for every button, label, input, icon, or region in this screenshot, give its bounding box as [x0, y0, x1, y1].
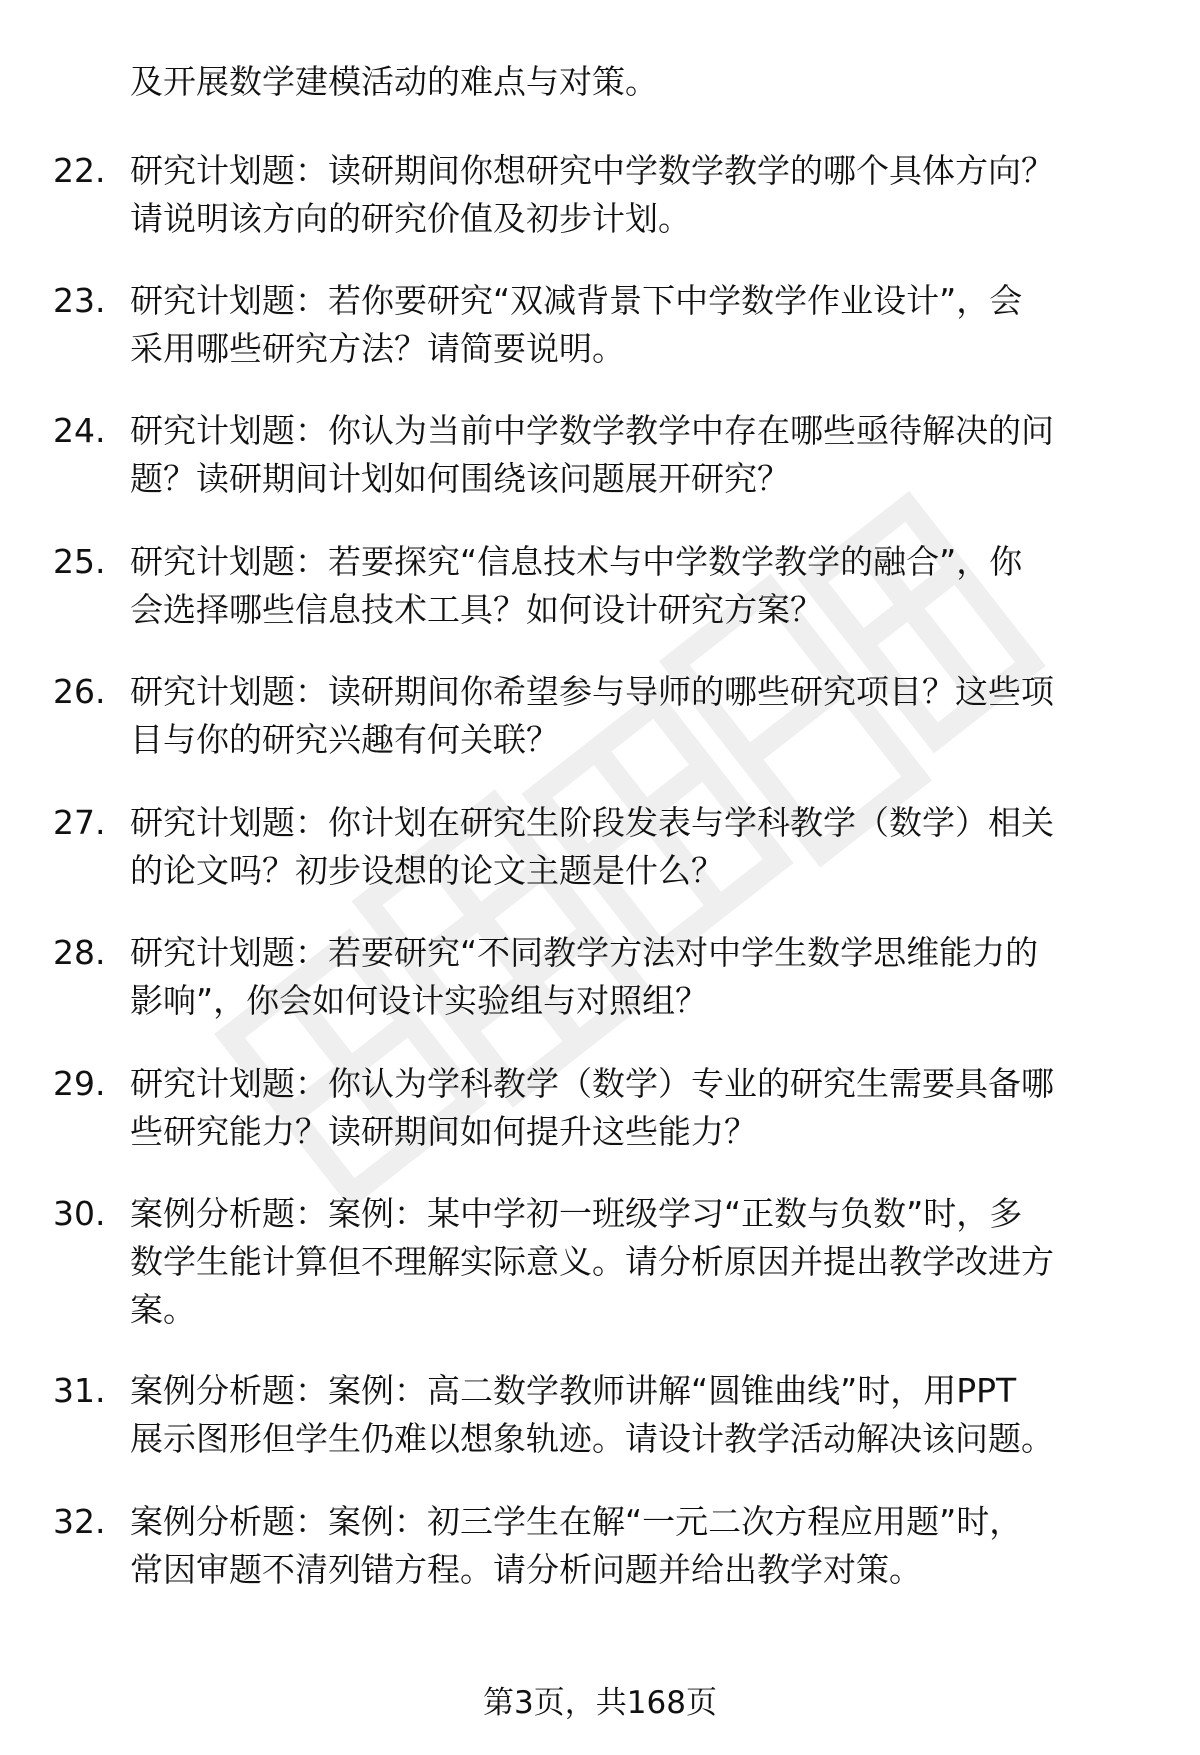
question-number: 24.	[53, 411, 106, 450]
question-line: 研究计划题：你认为学科教学（数学）专业的研究生需要具备哪	[130, 1064, 1054, 1103]
question-line: 常因审题不清列错方程。请分析问题并给出教学对策。	[130, 1550, 922, 1589]
question-number: 30.	[53, 1194, 106, 1233]
question-line: 案例分析题：案例：高二数学教师讲解“圆锥曲线”时，用PPT	[130, 1371, 1017, 1410]
question-number: 28.	[53, 933, 106, 972]
question-line: 会选择哪些信息技术工具？如何设计研究方案？	[130, 590, 823, 629]
question-number: 23.	[53, 281, 106, 320]
question-line: 案例分析题：案例：初三学生在解“一元二次方程应用题”时，	[130, 1502, 1023, 1541]
question-line: 研究计划题：你认为当前中学数学教学中存在哪些亟待解决的问	[130, 411, 1054, 450]
question-line: 目与你的研究兴趣有何关联？	[130, 720, 559, 759]
question-number: 22.	[53, 151, 106, 190]
question-number: 27.	[53, 803, 106, 842]
question-line: 些研究能力？读研期间如何提升这些能力？	[130, 1112, 757, 1151]
question-line: 案例分析题：案例：某中学初一班级学习“正数与负数”时，多	[130, 1194, 1023, 1233]
question-line: 研究计划题：若要研究“不同教学方法对中学生数学思维能力的	[130, 933, 1039, 972]
question-line: 案。	[130, 1290, 196, 1329]
question-line: 展示图形但学生仍难以想象轨迹。请设计教学活动解决该问题。	[130, 1419, 1054, 1458]
question-line: 影响”，你会如何设计实验组与对照组？	[130, 981, 709, 1020]
question-line: 研究计划题：你计划在研究生阶段发表与学科教学（数学）相关	[130, 803, 1054, 842]
question-line: 研究计划题：若你要研究“双减背景下中学数学作业设计”，会	[130, 281, 1023, 320]
question-line: 研究计划题：若要探究“信息技术与中学数学教学的融合”，你	[130, 542, 1023, 581]
lead-line: 及开展数学建模活动的难点与对策。	[130, 62, 658, 101]
question-line: 请说明该方向的研究价值及初步计划。	[130, 199, 691, 238]
question-line: 研究计划题：读研期间你想研究中学数学教学的哪个具体方向？	[130, 151, 1054, 190]
question-number: 29.	[53, 1064, 106, 1103]
question-line: 研究计划题：读研期间你希望参与导师的哪些研究项目？这些项	[130, 672, 1054, 711]
page-footer: 第3页，共168页	[483, 1685, 717, 1721]
question-number: 32.	[53, 1502, 106, 1541]
question-number: 26.	[53, 672, 106, 711]
question-number: 31.	[53, 1371, 106, 1410]
question-line: 题？读研期间计划如何围绕该问题展开研究？	[130, 459, 790, 498]
question-line: 的论文吗？初步设想的论文主题是什么？	[130, 851, 724, 890]
question-line: 数学生能计算但不理解实际意义。请分析原因并提出教学改进方	[130, 1242, 1054, 1281]
question-number: 25.	[53, 542, 106, 581]
question-line: 采用哪些研究方法？请简要说明。	[130, 329, 625, 368]
